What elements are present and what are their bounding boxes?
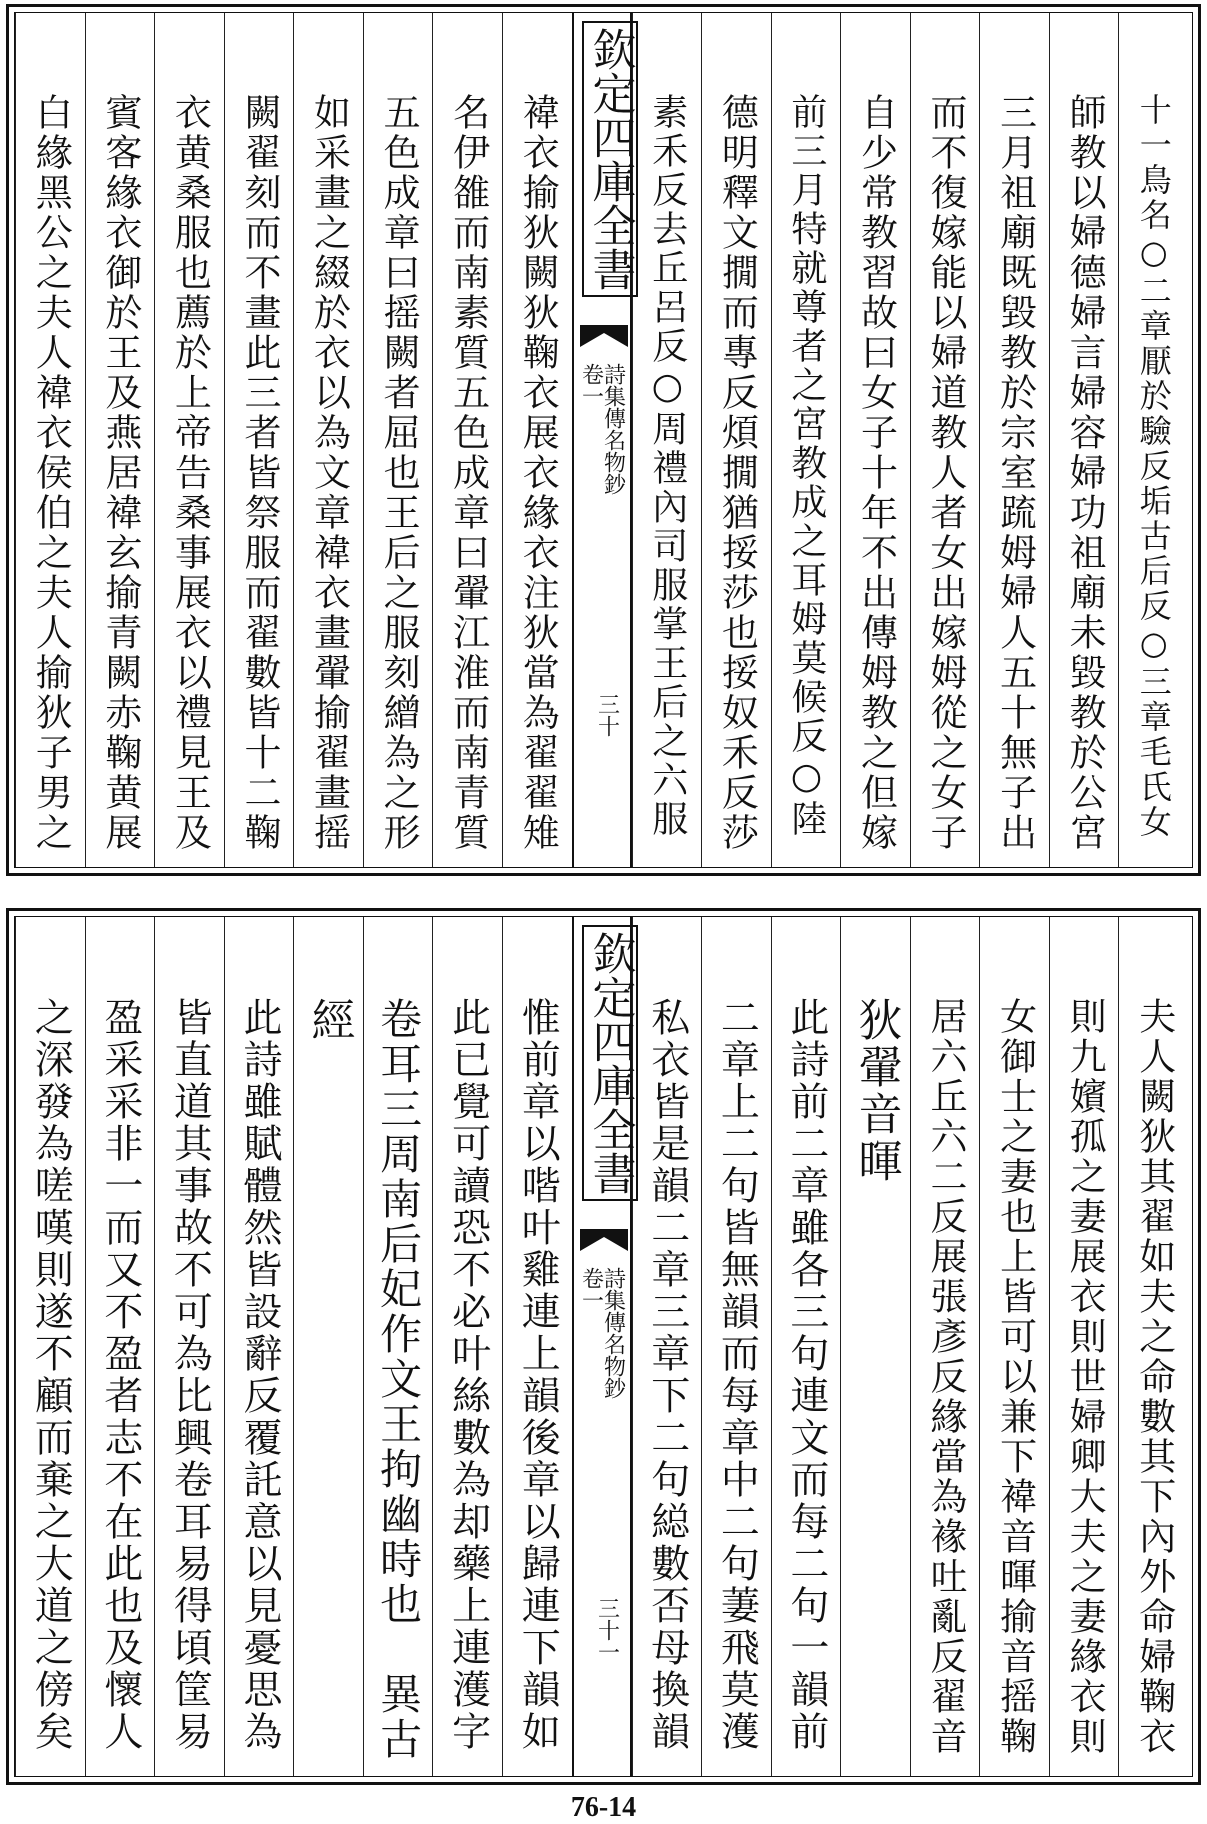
bottom-page-panel (6, 908, 1201, 1785)
book-subtitle: 詩集傳名物鈔 (600, 1267, 626, 1399)
bottom-column-text: 皆直道其事故不可為比興卷耳易得頃筐易 (167, 997, 213, 1753)
top-text-column (85, 13, 155, 867)
bottom-text-column (1049, 917, 1119, 1776)
bottom-column-text: 居六丘六二反展張彥反緣當為褖吐亂反翟音 (924, 997, 968, 1757)
folio-number: 三十 (594, 693, 620, 737)
bottom-column-text: 此詩雖賦體然皆設辭反覆託意以見憂思為 (236, 997, 282, 1753)
book-title: 欽定四庫全書 (582, 21, 638, 297)
bottom-column-text: 此詩前二章雖各三句連文而每二句一韻前 (783, 997, 829, 1753)
top-column-text: 素禾反去丘呂反○周禮內司服掌王后之六服 (646, 93, 688, 839)
bottom-text-column (632, 917, 702, 1776)
top-column-text: 賓客緣衣御於王及燕居褘玄揄青闕赤鞠黄展 (98, 93, 142, 853)
volume-label: 卷一 (578, 363, 604, 407)
top-column-text: 白緣黑公之夫人褘衣侯伯之夫人揄狄子男之 (29, 93, 73, 853)
top-text-column (1049, 13, 1119, 867)
top-column-text: 自少常教習故曰女子十年不出傳姆教之但嫁 (854, 93, 898, 853)
top-text-column (363, 13, 433, 867)
top-column-text: 三月祖廟既毀教於宗室䟽姆婦人五十無子出 (993, 93, 1037, 853)
bottom-column-text: 之深發為嗟嘆則遂不顧而棄之大道之傍矣 (28, 997, 74, 1753)
bottom-column-text: 夫人闕狄其翟如夫之命數其下內外命婦鞠衣 (1132, 997, 1176, 1757)
bottom-column-text: 則九嬪孤之妻展衣則世婦卿大夫之妻緣衣則 (1063, 997, 1107, 1757)
bottom-column-text: 私衣皆是韻二章三章下二句縂數否母換韻 (644, 997, 690, 1753)
top-text-column (15, 13, 85, 867)
top-text-column (1118, 13, 1188, 867)
top-column-text: 師教以婦德婦言婦容婦功祖廟未毀教於公宮 (1063, 93, 1107, 853)
book-subtitle: 詩集傳名物鈔 (600, 363, 626, 495)
top-text-column (771, 13, 841, 867)
bottom-text-column (979, 917, 1049, 1776)
top-column-text: 前三月特就尊者之宮教成之耳姆莫候反○陸 (785, 93, 827, 839)
top-text-column (293, 13, 363, 867)
bottom-text-column (502, 917, 572, 1776)
bottom-column-text: 女御士之妻也上皆可以兼下褘音暉揄音摇鞠 (993, 997, 1037, 1757)
bottom-column-text: 惟前章以喈叶雞連上韻後章以歸連下韻如 (515, 997, 561, 1753)
page-number: 76-14 (570, 1792, 637, 1823)
top-page-panel (6, 4, 1201, 876)
top-text-column (701, 13, 771, 867)
bottom-column-text: 二章上二句皆無韻而每章中二句萋飛莫濩 (714, 997, 760, 1753)
bottom-column-text: 卷耳三周南后妃作文王拘幽時也 異古 (374, 997, 424, 1762)
top-column-text: 德明釋文撊而專反煩撊猶挼莎也挼奴禾反莎 (715, 93, 759, 853)
folio-number: 三十一 (594, 1597, 620, 1663)
bottom-column-text: 經 (303, 997, 355, 1044)
top-text-column (154, 13, 224, 867)
bottom-text-column (15, 917, 85, 1776)
top-text-column (224, 13, 294, 867)
top-text-frame (14, 12, 1193, 868)
top-text-column (910, 13, 980, 867)
top-column-text: 如采畫之綴於衣以為文章褘衣畫翬揄翟畫摇 (307, 93, 351, 853)
bottom-column-text: 狄翬音暉 (850, 997, 902, 1185)
bottom-column-text: 盈采采非一而又不盈者志不在此也及懷人 (97, 997, 143, 1753)
bottom-text-column (840, 917, 910, 1776)
bottom-text-frame (14, 916, 1193, 1777)
fish-tail-mark-icon (580, 1229, 624, 1251)
bottom-text-column (1118, 917, 1188, 1776)
bottom-column-text: 此已覺可讀恐不必叶絲數為却藥上連濩字 (445, 997, 491, 1753)
bottom-text-column (910, 917, 980, 1776)
top-column-text: 五色成章曰摇闕者屈也王后之服刻繒為之形 (377, 93, 421, 853)
top-column-text: 十一鳥名○二章厭於驗反垢古后反○三章毛氏女 (1134, 93, 1173, 840)
fish-tail-mark-icon (580, 325, 624, 347)
top-text-column (979, 13, 1049, 867)
bottom-text-column (432, 917, 502, 1776)
bottom-text-column (363, 917, 433, 1776)
top-text-column (840, 13, 910, 867)
bottom-text-column (154, 917, 224, 1776)
bottom-text-column (224, 917, 294, 1776)
volume-label: 卷一 (578, 1267, 604, 1311)
top-text-column (502, 13, 572, 867)
book-title: 欽定四庫全書 (582, 925, 638, 1201)
top-column-text: 褘衣揄狄闕狄鞠衣展衣緣衣注狄當為翟翟雉 (516, 93, 560, 853)
top-column-text: 闕翟刻而不畫此三者皆祭服而翟數皆十二鞠 (237, 93, 281, 853)
top-column-text: 而不復嫁能以婦道教人者女出嫁姆從之女子 (924, 93, 968, 853)
top-text-column (632, 13, 702, 867)
bottom-text-column (85, 917, 155, 1776)
bottom-text-column (293, 917, 363, 1776)
bottom-center-strip (572, 917, 636, 1776)
bottom-text-column (771, 917, 841, 1776)
bottom-text-column (701, 917, 771, 1776)
top-center-strip (572, 13, 636, 867)
top-column-text: 名伊雒而南素質五色成章曰翬江淮而南青質 (446, 93, 490, 853)
top-text-column (432, 13, 502, 867)
top-column-text: 衣黄桑服也薦於上帝告桑事展衣以禮見王及 (168, 93, 212, 853)
